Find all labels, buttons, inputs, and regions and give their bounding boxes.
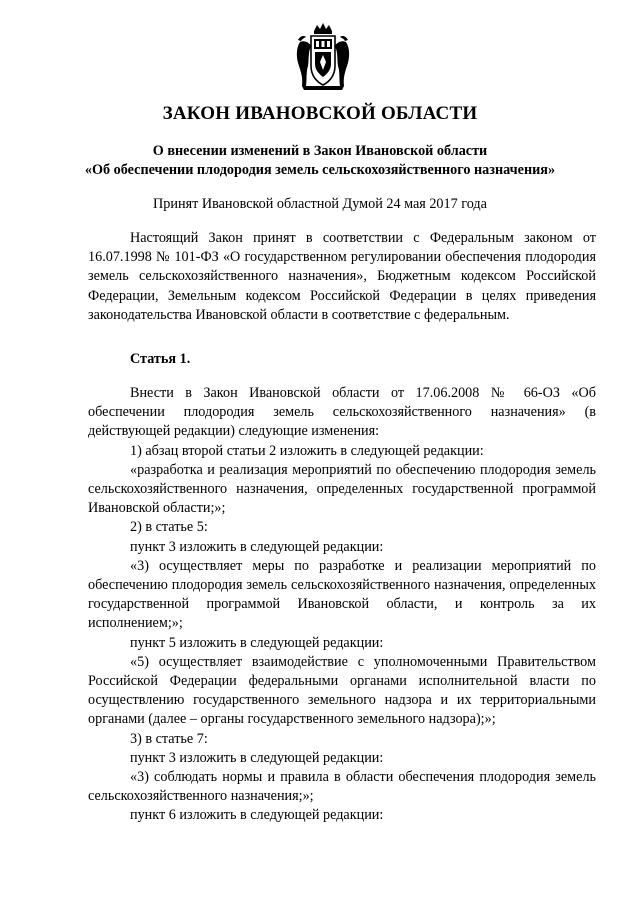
document-subtitle [60, 142, 580, 180]
article-paragraph: пункт 3 изложить в следующей редакции: [130, 538, 384, 555]
article-paragraph: «5) осуществляет взаимодействие с уполномоченными Правительством Российской Федерации федеральными органами исполнительной власти по осуществлению государственного земельного надзора и их территориальными органами (далее – органы государственного земельного надзора);»; [88, 653, 596, 728]
article-paragraph: пункт 3 изложить в следующей редакции: [130, 749, 384, 766]
preamble-paragraph: Настоящий Закон принят в соответствии с Федеральным законом от 16.07.1998 № 101-ФЗ «О государственном регулировании обеспечения плодородия земель сельскохозяйственного назначения», Бюджетным кодексом Российской Федерации, Земельным кодексом Российской Федерации в целях приведения законодательства Ивановской области в соответствие с федеральным. [88, 230, 596, 323]
article-paragraph: Внести в Закон Ивановской области от 17.06.2008 № 66-ОЗ «Об обеспечении плодородия земель сельскохозяйственного назначения» (в действующей редакции) следующие изменения: [88, 385, 596, 440]
preamble-section [88, 229, 596, 325]
article-paragraph: «3) соблюдать нормы и правила в области обеспечения плодородия земель сельскохозяйственного назначения;»; [88, 769, 596, 805]
article-paragraph: пункт 5 изложить в следующей редакции: [130, 634, 384, 651]
article-paragraph: пункт 6 изложить в следующей редакции: [130, 807, 384, 824]
article-1-heading: Статья 1. [130, 351, 191, 367]
article-paragraph: 1) абзац второй статьи 2 изложить в следующей редакции: [130, 442, 484, 459]
article-paragraph: «разработка и реализация мероприятий по обеспечению плодородия земель сельскохозяйственного назначения, определенных государственной программой Ивановской области;»; [88, 461, 596, 517]
subtitle-line-1: О внесении изменений в Закон Ивановской области [152, 143, 488, 159]
article-paragraph: «3) осуществляет меры по разработке и реализации мероприятий по обеспечению плодородия земель сельскохозяйственного назначения, определенных государственной программой Ивановской области, и контроль за их исполнением;»; [88, 557, 596, 632]
subtitle-line-2: «Об обеспечении плодородия земель сельскохозяйственного назначения» [84, 162, 556, 178]
adoption-date-line: Принят Ивановской областной Думой 24 мая 2017 года [153, 196, 487, 212]
document-title: ЗАКОН ИВАНОВСКОЙ ОБЛАСТИ [162, 103, 478, 124]
article-paragraph: 3) в статье 7: [130, 730, 208, 747]
article-1-body [88, 384, 596, 826]
coat-of-arms-emblem [294, 22, 352, 94]
article-paragraph: 2) в статье 5: [130, 519, 208, 536]
